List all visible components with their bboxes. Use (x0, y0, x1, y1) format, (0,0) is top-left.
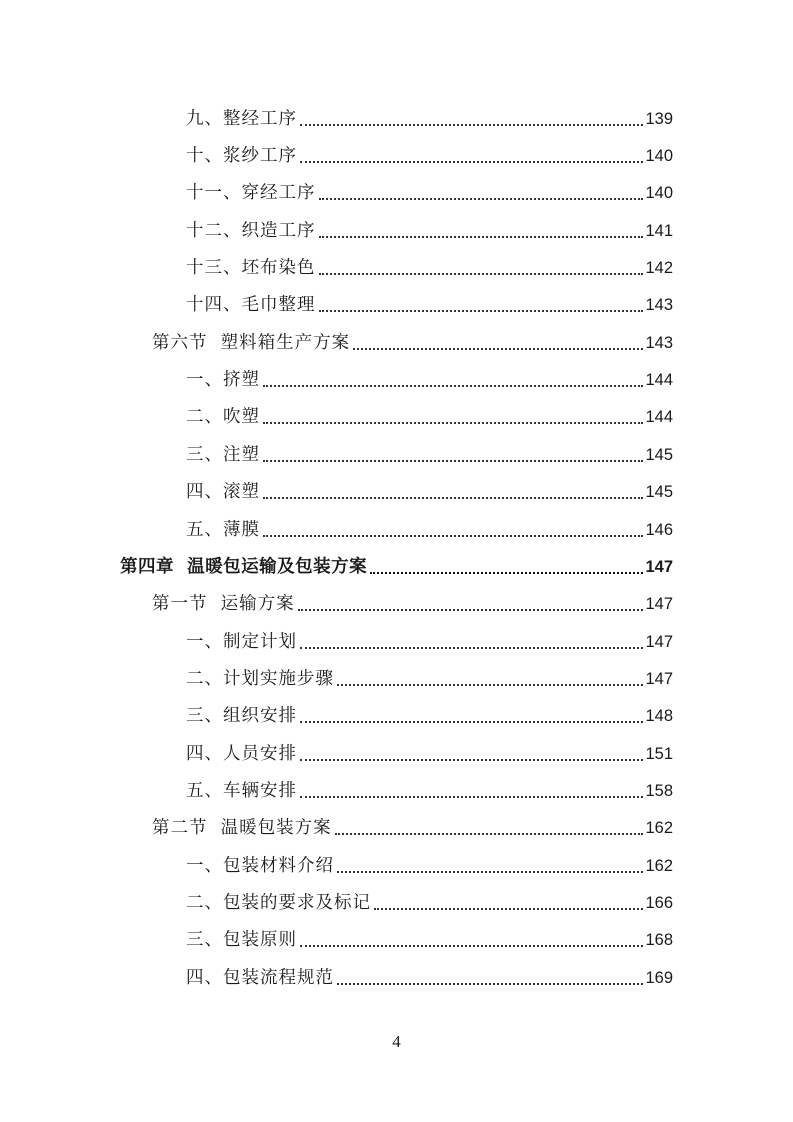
toc-entry-label: 十、浆纱工序 (186, 146, 297, 166)
toc-entry-page: 147 (645, 595, 673, 613)
toc-section-entry[interactable] (152, 591, 673, 617)
toc-entry-page: 142 (645, 259, 673, 277)
toc-entry-label: 四、滚塑 (186, 482, 260, 502)
toc-entry-label: 十一、穿经工序 (186, 183, 316, 203)
toc-entry-label: 三、组织安排 (186, 706, 297, 726)
toc-entry-page: 139 (645, 110, 673, 128)
toc-entry-label: 二、吹塑 (186, 407, 260, 427)
dot-leader (298, 609, 644, 611)
toc-entry[interactable] (186, 180, 673, 206)
toc-entry-label: 一、包装材料介绍 (186, 856, 334, 876)
dot-leader (353, 348, 643, 350)
toc-entry-page: 143 (645, 296, 673, 314)
toc-entry[interactable] (186, 404, 673, 430)
dot-leader (263, 535, 643, 537)
toc-entry[interactable] (186, 629, 673, 655)
toc-entry-label: 四、人员安排 (186, 744, 297, 764)
toc-entry[interactable] (186, 890, 673, 916)
toc-entry-page: 166 (645, 894, 673, 912)
toc-entry[interactable] (186, 367, 673, 393)
toc-entry[interactable] (186, 741, 673, 767)
toc-entry-label: 三、包装原则 (186, 930, 297, 950)
page-number: 4 (392, 1032, 401, 1051)
toc-entry-label: 五、薄膜 (186, 520, 260, 540)
toc-entry-page: 148 (645, 707, 673, 725)
toc-entry-page: 151 (645, 745, 673, 763)
toc-entry-page: 144 (645, 371, 673, 389)
toc-entry-page: 143 (645, 334, 673, 352)
toc-entry-label: 九、整经工序 (186, 109, 297, 129)
toc-entry-label: 一、挤塑 (186, 370, 260, 390)
toc-entry-page: 168 (645, 931, 673, 949)
dot-leader (337, 871, 643, 873)
toc-entry-page: 147 (645, 558, 673, 576)
toc-entry-label: 十三、坯布染色 (186, 258, 316, 278)
dot-leader (319, 198, 644, 200)
toc-entry[interactable] (186, 479, 673, 505)
toc-entry-page: 147 (645, 670, 673, 688)
toc-entry[interactable] (186, 853, 673, 879)
dot-leader (335, 833, 644, 835)
toc-entry-page: 141 (645, 222, 673, 240)
toc-entry[interactable] (186, 292, 673, 318)
toc-entry-label: 十四、毛巾整理 (186, 295, 316, 315)
toc-entry[interactable] (186, 517, 673, 543)
dot-leader (300, 796, 643, 798)
toc-entry[interactable] (186, 255, 673, 281)
toc-entry-page: 145 (645, 483, 673, 501)
toc-entry-label: 第一节 运输方案 (152, 594, 295, 614)
toc-entry[interactable] (186, 442, 673, 468)
toc-entry[interactable] (186, 666, 673, 692)
dot-leader (263, 422, 643, 424)
toc-entry-page: 162 (645, 857, 673, 875)
toc-entry[interactable] (186, 143, 673, 169)
dot-leader (300, 647, 643, 649)
toc-entry[interactable] (186, 965, 673, 991)
toc-entry-page: 147 (645, 633, 673, 651)
toc-entry-label: 三、注塑 (186, 445, 260, 465)
dot-leader (337, 684, 643, 686)
dot-leader (263, 460, 643, 462)
toc-entry-page: 145 (645, 446, 673, 464)
toc-entry-label: 二、计划实施步骤 (186, 669, 334, 689)
toc-entry-page: 169 (645, 969, 673, 987)
toc-entry[interactable] (186, 106, 673, 132)
toc-entry-label: 第二节 温暖包装方案 (152, 818, 332, 838)
toc-entry-page: 146 (645, 521, 673, 539)
toc-section-entry[interactable] (152, 330, 673, 356)
dot-leader (300, 161, 643, 163)
toc-entry-label: 第四章 温暖包运输及包装方案 (120, 557, 368, 577)
toc-entry-page: 162 (645, 819, 673, 837)
dot-leader (370, 572, 643, 574)
dot-leader (300, 759, 643, 761)
toc-entry[interactable] (186, 927, 673, 953)
dot-leader (300, 945, 643, 947)
toc-entry-label: 五、车辆安排 (186, 781, 297, 801)
dot-leader (263, 385, 643, 387)
toc-entry-page: 140 (645, 147, 673, 165)
toc-entry[interactable] (186, 703, 673, 729)
toc-entry-page: 140 (645, 184, 673, 202)
toc-entry[interactable] (186, 218, 673, 244)
dot-leader (319, 273, 644, 275)
dot-leader (263, 497, 643, 499)
toc-chapter-entry[interactable] (120, 554, 673, 580)
dot-leader (319, 310, 644, 312)
dot-leader (337, 983, 643, 985)
toc-entry-label: 第六节 塑料箱生产方案 (152, 333, 351, 353)
dot-leader (319, 236, 644, 238)
toc-entry-label: 四、包装流程规范 (186, 968, 334, 988)
toc-entry[interactable] (186, 778, 673, 804)
toc-section-entry[interactable] (152, 815, 673, 841)
dot-leader (374, 908, 643, 910)
dot-leader (300, 124, 643, 126)
dot-leader (300, 721, 643, 723)
toc-entry-label: 一、制定计划 (186, 632, 297, 652)
toc-entry-label: 十二、织造工序 (186, 221, 316, 241)
toc-entry-page: 158 (645, 782, 673, 800)
toc-entry-page: 144 (645, 408, 673, 426)
toc-entry-label: 二、包装的要求及标记 (186, 893, 371, 913)
